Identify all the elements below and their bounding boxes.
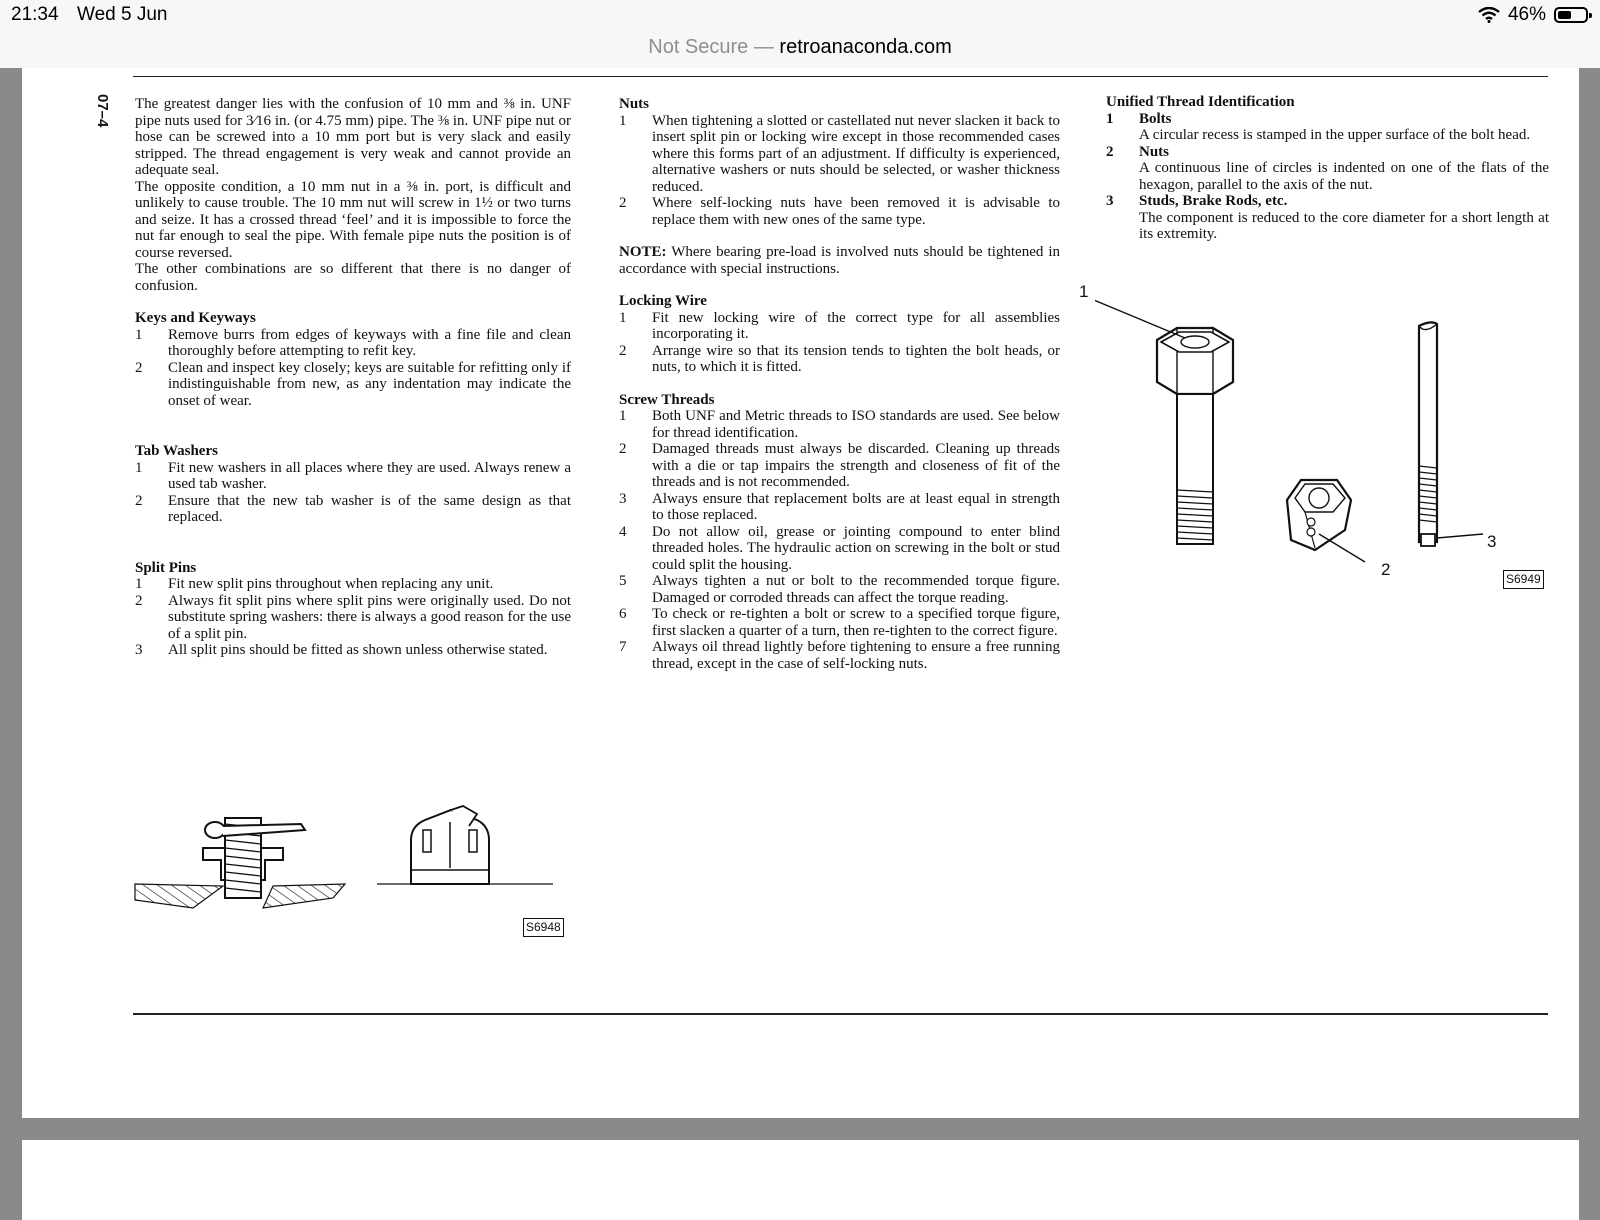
battery-icon [1554, 7, 1588, 23]
list-item: 2 Ensure that the new tab washer is of the same design as that replaced. [135, 492, 571, 525]
callout-2: 2 [1381, 560, 1391, 579]
section-heading: Keys and Keyways [135, 310, 256, 326]
url-domain: retroanaconda.com [779, 36, 952, 58]
split-pin-figure [133, 800, 573, 945]
section-heading: Locking Wire [619, 293, 707, 309]
column-2 [619, 96, 1060, 672]
list-item: 2 Clean and inspect key closely; keys are suitable for refitting only if indistinguishable from new, as any indentation may indicate the onset of wear. [135, 359, 571, 409]
section-heading: Screw Threads [619, 391, 715, 408]
list-item: 1 Fit new split pins throughout when replacing any unit. [135, 576, 494, 592]
status-date: Wed 5 Jun [77, 4, 168, 25]
list-item: 1 Both UNF and Metric threads to ISO standards are used. See below for thread identification. [619, 408, 1060, 441]
note: NOTE: Where bearing pre-load is involved nuts should be tightened in accordance with special instructions. [619, 244, 1060, 277]
paragraph: The opposite condition, a 10 mm nut in a ⅜ in. port, is difficult and unlikely to cause trouble. The 10 mm nut will screw in 1½ or two turns and seize. It has a crossed thread ‘feel’ and it is impossible to force the nut far enough to seal the pipe. With female pipe nuts the position is of course reversed. [135, 178, 571, 261]
list-item: 2 Nuts A continuous line of circles is indented on one of the flats of the hexagon, parallel to the axis of the nut. [1106, 143, 1549, 193]
list-item: 5 Always tighten a nut or bolt to the recommended torque figure. Damaged or corroded threads can affect the torque reading. [619, 573, 1060, 606]
list-item: 1 Fit new washers in all places where they are used. Always renew a used tab washer. [135, 459, 571, 492]
list-item: 1 Fit new locking wire of the correct type for all assemblies incorporating it. [619, 309, 1060, 342]
list-item: 1 Bolts A circular recess is stamped in the upper surface of the bolt head. [1106, 110, 1531, 143]
list-item: 3 All split pins should be fitted as shown unless otherwise stated. [135, 642, 548, 658]
wifi-icon [1478, 7, 1500, 23]
list-item: 7 Always oil thread lightly before tightening to ensure a free running thread, except in the case of self-locking nuts. [619, 639, 1060, 672]
list-item: 4 Do not allow oil, grease or jointing compound to enter blind threaded holes. The hydraulic action on screwing in the bolt or stud could split the housing. [619, 523, 1060, 573]
section-heading: Unified Thread Identification [1106, 94, 1295, 110]
page-number: 07–4 [94, 94, 111, 128]
column-3 [1106, 94, 1549, 243]
callout-3: 3 [1487, 532, 1497, 551]
list-item: 1 When tightening a slotted or castellated nut never slacken it back to insert split pin or locking wire except in those recommended cases where this forms part of an adjustment. If difficulty is experienced, alternative washers or nuts should be selected, or washer thickness reduced. [619, 112, 1060, 195]
paragraph: The greatest danger lies with the confusion of 10 mm and ⅜ in. UNF pipe nuts used for 3⁄16 in. (or 4.75 mm) pipe. The ⅜ in. UNF pipe nut or hose can be screwed into a 10 mm port but is very slack and easily stripped. The thread engagement is very weak and cannot provide an adequate seal. [135, 96, 571, 178]
top-rule [133, 76, 1548, 77]
column-1 [135, 96, 571, 659]
list-item: 2 Where self-locking nuts have been removed it is advisable to replace them with new ones of the same type. [619, 195, 1060, 228]
figure-code: S6949 [1503, 570, 1544, 589]
list-item: 2 Arrange wire so that its tension tends to tighten the bolt heads, or nuts, to which it is fitted. [619, 342, 1060, 375]
list-item: 2 Always fit split pins where split pins were originally used. Do not substitute spring washers: there is always a good reason for the use of a split pin. [135, 592, 571, 642]
not-secure-label: Not Secure — [648, 36, 774, 58]
callout-1: 1 [1079, 282, 1089, 301]
bolt-nut-stud-illustration [1095, 290, 1555, 590]
section-heading: Tab Washers [135, 443, 218, 459]
list-item: 3 Studs, Brake Rods, etc. The component is reduced to the core diameter for a short length at its extremity. [1106, 193, 1549, 242]
split-pin-illustration [133, 800, 573, 940]
section-heading: Split Pins [135, 559, 197, 576]
thread-identification-figure [1079, 282, 1555, 595]
list-item: 1 Remove burrs from edges of keyways with a fine file and clean thoroughly before attempting to refit key. [135, 326, 571, 359]
list-item: 6 To check or re-tighten a bolt or screw to a specified torque figure, first slacken a quarter of a turn, then re-tighten to the correct figure. [619, 606, 1060, 639]
list-item: 2 Damaged threads must always be discarded. Cleaning up threads with a die or tap impairs the strength and closeness of fit of the threads and is not recommended. [619, 441, 1060, 490]
paragraph: The other combinations are so different that there is no danger of confusion. [135, 261, 571, 294]
section-heading: Nuts [619, 96, 650, 112]
figure-code: S6948 [523, 918, 564, 937]
next-document-page [22, 1140, 1579, 1220]
status-right [1478, 4, 1588, 26]
status-time: 21:34 [11, 4, 59, 25]
address-bar[interactable] [0, 30, 1600, 68]
battery-percent: 46% [1507, 4, 1546, 25]
status-bar [0, 0, 1600, 30]
list-item: 3 Always ensure that replacement bolts are at least equal in strength to those replaced. [619, 490, 1060, 523]
bottom-rule [133, 1013, 1548, 1015]
